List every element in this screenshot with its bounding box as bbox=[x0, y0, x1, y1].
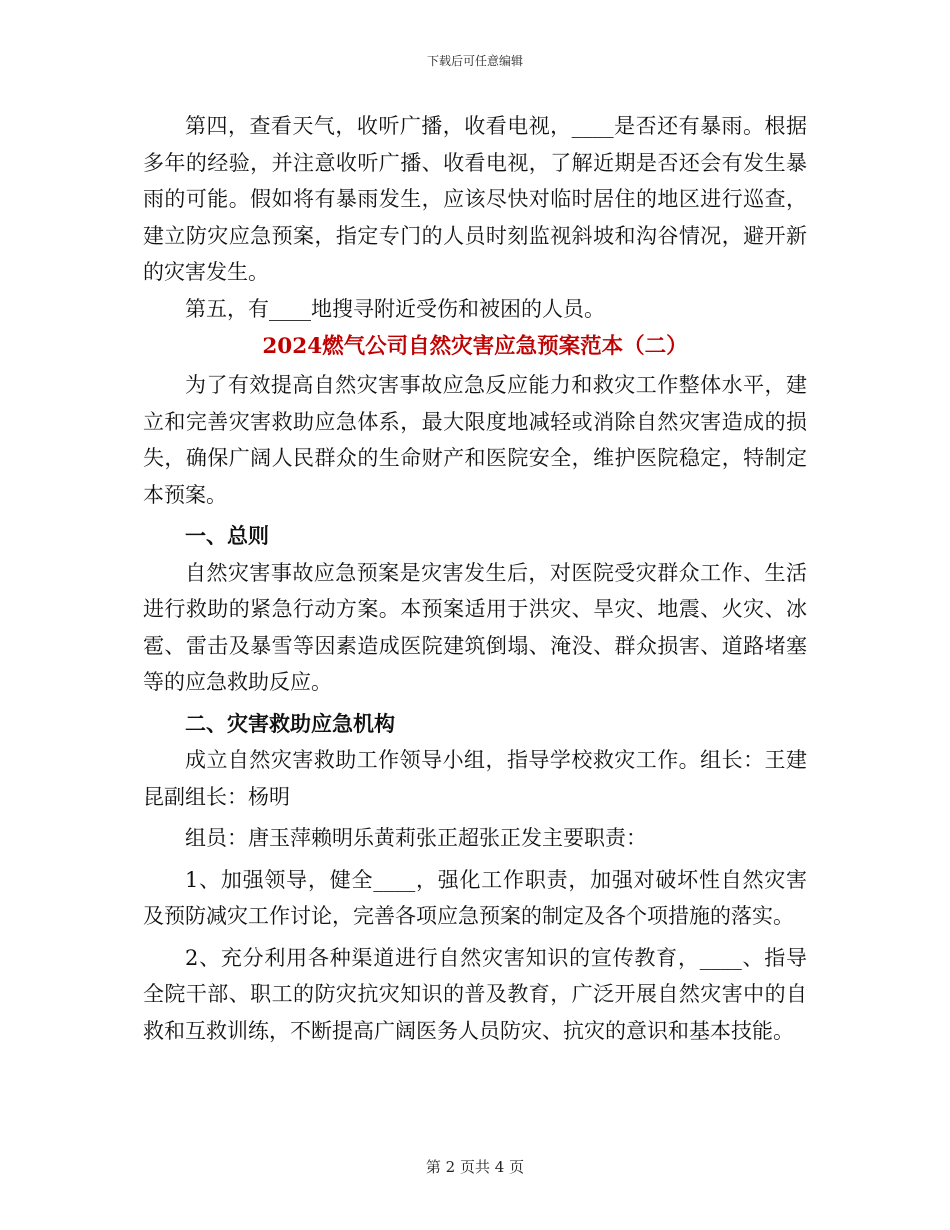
page-header: 下载后可任意编辑 bbox=[426, 54, 523, 68]
paragraph-duty-1: 1、加强领导，健全____，强化工作职责，加强对破坏性自然灾害及预防减灾工作讨论，完善各项应急预案的制定及各个项措施的落实。 bbox=[143, 867, 807, 928]
paragraph-intro: 为了有效提高自然灾害事故应急反应能力和救灾工作整体水平，建立和完善灾害救助应急体系，最大限度地减轻或消除自然灾害造成的损失，确保广阔人民群众的生命财产和医院安全，维护医院稳定，特制定本预案。 bbox=[143, 373, 807, 507]
document-body bbox=[143, 108, 807, 1049]
section-heading-general: 一、总则 bbox=[185, 523, 269, 548]
paragraph-fourth-step: 第四，查看天气，收听广播，收看电视，____是否还有暴雨。根据多年的经验，并注意收听广播、收看电视，了解近期是否还会有发生暴雨的可能。假如将有暴雨发生，应该尽快对临时居住的地区进行巡查，建立防灾应急预案，指定专门的人员时刻监视斜坡和沟谷情况，避开新的灾害发生。 bbox=[143, 114, 807, 284]
paragraph-duty-2: 2、充分利用各种渠道进行自然灾害知识的宣传教育，____、指导全院干部、职工的防灾抗灾知识的普及教育，广泛开展自然灾害中的自救和互救训练，不断提高广阔医务人员防灾、抗灾的意识和基本技能。 bbox=[143, 945, 807, 1043]
paragraph-fifth-step: 第五，有____地搜寻附近受伤和被困的人员。 bbox=[185, 296, 605, 321]
paragraph-members: 组员：唐玉萍赖明乐黄莉张正超张正发主要职责： bbox=[185, 826, 647, 850]
page-footer: 第 2 页共 4 页 bbox=[425, 1158, 525, 1176]
section-heading-organization: 二、灾害救助应急机构 bbox=[185, 710, 395, 736]
document-title: 2024燃气公司自然灾害应急预案范本（二） bbox=[262, 334, 688, 359]
paragraph-general: 自然灾害事故应急预案是灾害发生后，对医院受灾群众工作、生活进行救助的紧急行动方案。本预案适用于洪灾、旱灾、地震、火灾、冰雹、雷击及暴雪等因素造成医院建筑倒塌、淹没、群众损害、道路堵塞等的应急救助反应。 bbox=[143, 560, 807, 694]
paragraph-leaders: 成立自然灾害救助工作领导小组，指导学校救灾工作。组长：王建昆副组长：杨明 bbox=[143, 748, 807, 809]
